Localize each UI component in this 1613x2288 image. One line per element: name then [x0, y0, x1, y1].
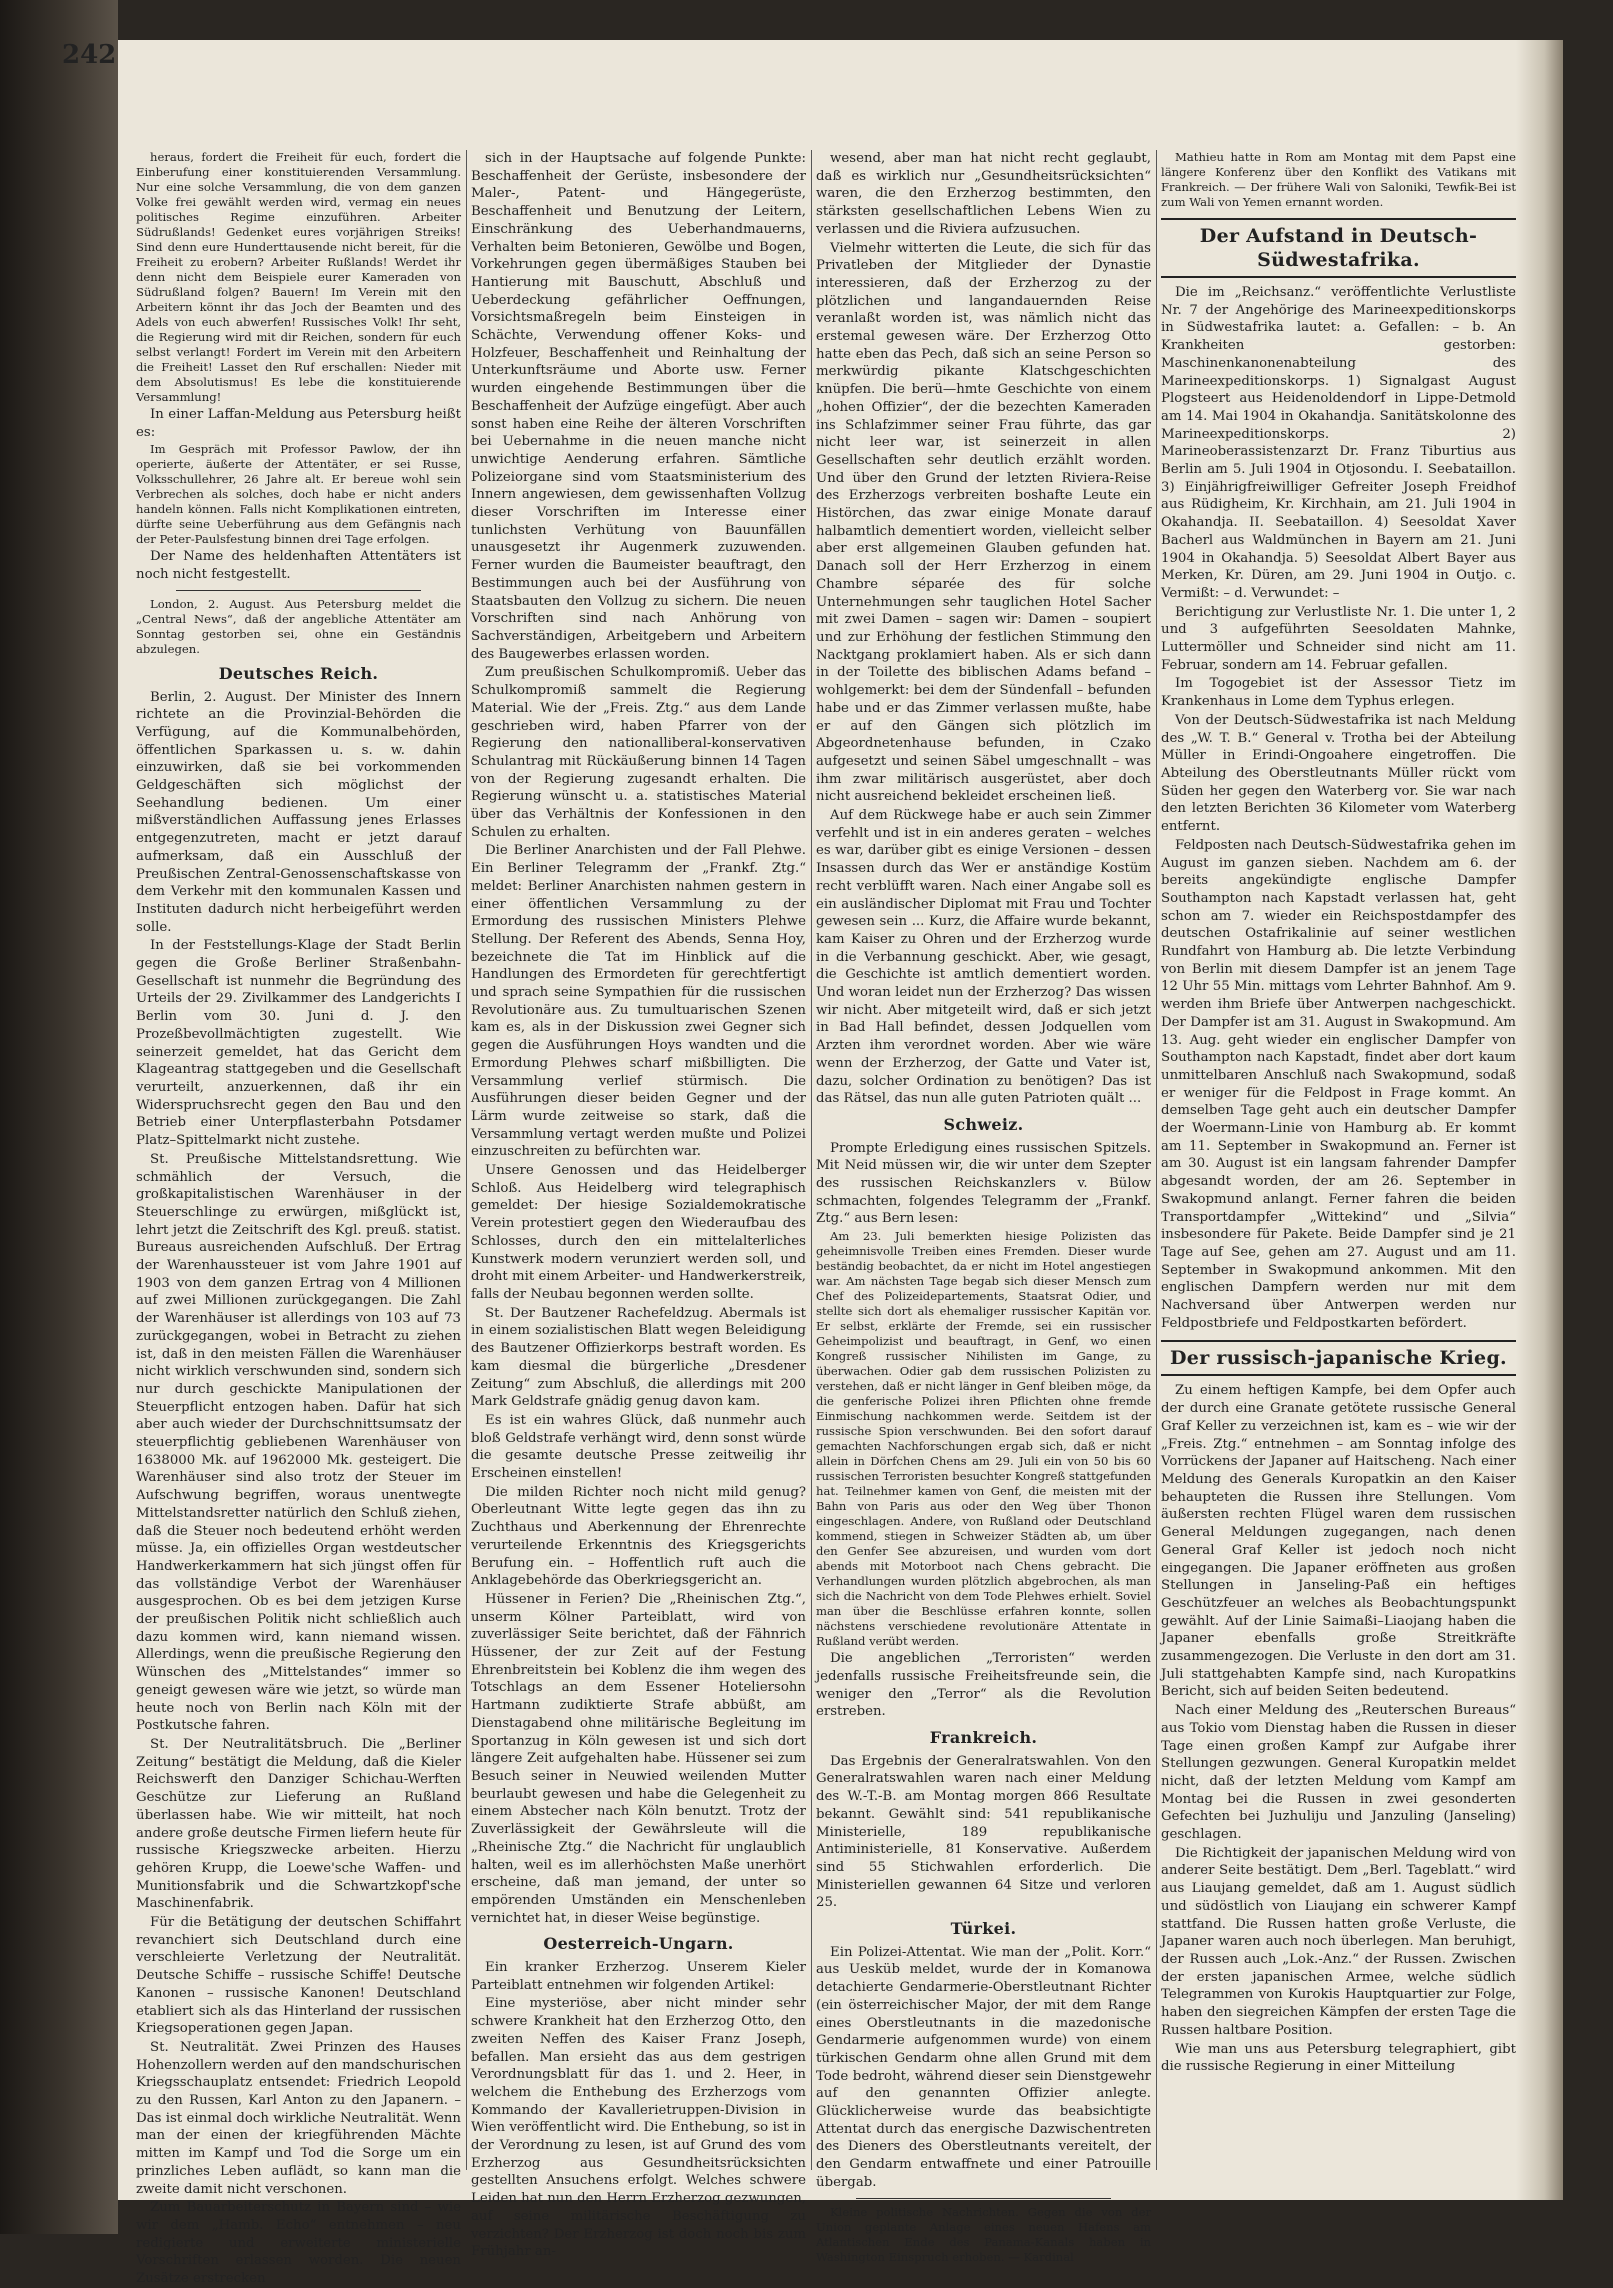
paragraph: Zum Bauarbeiterschutz in Bayern sind – wie wir dem „Hamb. Echo“ entnehmen – neu redigierte und erweiterte ministerielle Vorschriften erlassen worden. Die neuen Zusätze erstrecken: [136, 2200, 461, 2287]
page-fold-shadow: [1516, 40, 1563, 2200]
column-divider: [1156, 150, 1157, 2170]
paragraph: St. Preußische Mittelstandsrettung. Wie schmählich der Versuch, die großkapitalistischen Warenhäuser in der Steuerschlinge zu erwürgen, mißglückt ist, lehrt jetzt die Zeitschrift des Kgl. preuß. statist. Bureaus ausreichenden Aufschluß. Der Ertrag der Warenhaussteuer ist vom Jahre 1901 auf 1903 von dem ganzen Ertrag von 4 Millionen auf zwei Millionen zurückgegangen. Die Zahl der Warenhäuser ist allerdings von 103 auf 73 zurückgegangen, wobei in Betracht zu ziehen ist, daß in den meisten Fällen die Warenhäuser nicht wirklich verschwunden sind, sondern sich nur durch geschickte Manipulationen der Steuerpflicht entzogen haben. Dafür hat sich aber auch wieder der Durchschnittsumsatz der steuerpflichtig gebliebenen Warenhäuser von 1638000 Mk. auf 1962000 Mk. gesteigert. Die Warenhäuser sind also trotz der Steuer im Aufschwung begriffen, woraus unentwegte Mittelstandsretter natürlich den Schluß ziehen, daß die Steuer noch bedeutend erhöht werden müsse. Ja, ein offizielles Organ westdeutscher Handwerkerkammern hat sich jüngst offen für das vollständige Verbot der Warenhäuser ausgesprochen. Ob es bei dem jetzigen Kurse der preußischen Politik nicht schließlich auch dazu kommen wird, kann niemand wissen. Allerdings, wenn die preußische Regierung den Wünschen des „Mittelstandes“ immer so geneigt gewesen wäre wie jetzt, so würde man heute noch von Berlin nach Köln mit der Postkutsche fahren.: [136, 1151, 461, 1734]
paragraph: St. Neutralität. Zwei Prinzen des Hauses Hohenzollern werden auf den mandschurischen Kriegsschauplatz entsendet: Friedrich Leopold zu den Russen, Karl Anton zu den Japanern. – Das ist einmal doch wirkliche Neutralität. Wenn man der einen der kriegführenden Mächte mitten im Kampf und Tod die Sorge um ein prinzliches Leben auflädt, so kann man die zweite damit nicht verschonen.: [136, 2039, 461, 2197]
column-divider: [466, 150, 467, 2170]
paragraph: Im Togogebiet ist der Assessor Tietz im Krankenhaus in Lome dem Typhus erlegen.: [1161, 676, 1516, 710]
column-3: [816, 150, 1151, 2264]
paragraph: sich in der Hauptsache auf folgende Punkte: Beschaffenheit der Gerüste, insbesondere der Maler-, Patent- und Hängegerüste, Beschaffenheit und Benutzung der Leitern, Einschränkung des Ueberhandmauerns, Verhalten beim Betonieren, Gewölbe und Bogen, Vorkehrungen gegen übermäßiges Stauben bei Hantierung mit Bauschutt, Abschluß und Ueberdeckung gefährlicher Oeffnungen, Vorsichtsmaßregeln beim Einsteigen in Schächte, Verwendung offener Koks- und Holzfeuer, Beschaffenheit und Reinhaltung der Unterkunftsräume und Aborte usw. Ferner wurden eingehende Bestimmungen über die Beschaffenheit der Aufzüge eingefügt. Aber auch sonst haben eine Reihe der älteren Vorschriften bei Uebernahme in die neuen manche nicht unwichtige Aenderung erfahren. Sämtliche Polizeiorgane sind vom Staatsministerium des Innern angewiesen, dem gewissenhaften Vollzug dieser Vorschriften im Interesse einer tunlichsten Verhütung von Bauunfällen unausgesetzt ihr Augenmerk zuzuwenden. Ferner wurden die Baumeister beauftragt, den Bestimmungen auch bei der Ausführung von Staatsbauten den Vollzug zu sichern. Die neuen Vorschriften sind nach Anhörung von Sachverständigen, Arbeitgebern und Arbeitern des Baugewerbes erlassen worden.: [471, 151, 806, 662]
section-heading: Frankreich.: [929, 1728, 1038, 1747]
paragraph: Auf dem Rückwege habe er auch sein Zimmer verfehlt und ist in ein anderes geraten – welches es war, darüber gibt es einige Versionen – dessen Insassen durch das Wer er anständige Kostüm recht verblüfft waren. Nach einer Angabe soll es ein ausländischer Diplomat mit Frau und Tochter gewesen sein ... Kurz, die Affaire wurde bekannt, kam Kaiser zu Ohren und der Erzherzog wurde in die Verbannung geschickt. Aber, wie gesagt, die Geschichte ist amtlich dementiert worden. Und woran leidet nun der Erzherzog? Das wissen wir nicht. Aber mitgeteilt wird, daß er sich jetzt in Bad Hall befindet, dessen Jodquellen vom Arzten ihm verordnet worden. Aber wie wäre wenn der Erzherzog, der Gatte und Vater ist, dazu, solcher Ordination zu benötigen? Das ist das Rätsel, das nun alle guten Patrioten quält ...: [816, 808, 1151, 1107]
column-4: [1161, 150, 1516, 2180]
paragraph: Die Berliner Anarchisten und der Fall Plehwe. Ein Berliner Telegramm der „Frankf. Ztg.“ meldet: Berliner Anarchisten nahmen gestern in einer öffentlichen Versammlung zu der Ermordung des russischen Ministers Plehwe Stellung. Der Referent des Abends, Senna Hoy, bezeichnete die Tat im Hinblick auf die Handlungen des Ermordeten für gerechtfertigt und sprach seine Sympathien für die russischen Revolutionäre aus. Zu tumultuarischen Szenen kam es, als in der Diskussion zwei Gegner sich gegen die Ausführungen Hoys wandten und die Ermordung Plehwes scharf mißbilligten. Die Versammlung verlief stürmisch. Die Ausführungen dieser beiden Gegner und der Lärm wurde zeitweise so stark, daß die Versammlung vertagt werden mußte und Polizei einzuschreiten zu befürchten war.: [471, 843, 806, 1160]
paragraph: St. Der Neutralitätsbruch. Die „Berliner Zeitung“ bestätigt die Meldung, daß die Kieler Reichswerft den Danziger Schichau-Werften Geschütze zur Lieferung an Rußland überlassen habe. Wie wir mitteilt, hat noch andere große deutsche Firmen liefern heute für russische Kriegszwecke arbeiten. Hierzu gehören Krupp, die Loewe'sche Waffen- und Munitionsfabrik und die Schwartzkopf'sche Maschinenfabrik.: [136, 1737, 461, 1912]
paragraph: Zum preußischen Schulkompromiß. Ueber das Schulkompromiß sammelt die Regierung Material. Wie der „Freis. Ztg.“ aus dem Lande geschrieben wird, haben Pfarrer von der Regierung den nationalliberal-konservativen Schulantrag mit Rückäußerung binnen 14 Tagen von der Regierung zugesandt erhalten. Die Regierung wünscht u. a. statistisches Material über das Verhältnis der Konfessionen in den Schulen zu erhalten.: [471, 665, 806, 840]
paragraph: Die milden Richter noch nicht mild genug? Oberleutnant Witte legte gegen das ihn zu Zuchthaus und Aberkennung der Ehrenrechte verurteilende Erkenntnis des Kriegsgerichts Berufung ein. – Hoffentlich ruft auch die Anklagebehörde das Oberkriegsgericht an.: [471, 1484, 806, 1589]
paragraph: Von der Deutsch-Südwestafrika ist nach Meldung des „W. T. B.“ General v. Trotha bei der Abteilung Müller in Erindi-Ongoahere eingetroffen. Die Abteilung des Oberstleutnants Müller rückt vom Süden her gegen den Waterberg vor. Sie war nach den letzten Berichten 36 Kilometer vom Waterberg entfernt.: [1161, 712, 1516, 835]
column-2: [471, 150, 806, 2260]
section-heading: Der Aufstand in Deutsch-Südwestafrika.: [1161, 218, 1516, 278]
book-binding-edge: [0, 0, 118, 2234]
section-heading: Deutsches Reich.: [218, 663, 379, 683]
paragraph: Die angeblichen „Terroristen“ werden jedenfalls russische Freiheitsfreunde sein, die weniger den „Terror“ als die Revolution erstreben.: [816, 1651, 1151, 1720]
paragraph: Feldposten nach Deutsch-Südwestafrika gehen im August im ganzen sieben. Nachdem am 6. der bereits angekündigte englische Dampfer Southampton nach Kapstadt verlassen hat, geht schon am 7. wieder ein Reichspostdampfer des deutschen Ostafrikalinie auf seiner westlichen Rundfahrt von Hamburg ab. Die letzte Verbindung von Berlin mit diesem Dampfer ist an jenem Tage 12 Uhr 55 Min. mittags vom Lehrter Bahnhof. Am 9. werden ihm Briefe über Antwerpen nachgeschickt. Der Dampfer ist am 31. August in Swakopmund. Am 13. Aug. geht wieder ein englischer Dampfer von Southampton nach Kapstadt, findet aber dort kaum unmittelbaren Anschluß nach Swakopmund, sodaß er weniger für die Feldpost in Frage kommt. An demselben Tage geht auch ein deutscher Dampfer der Woermann-Linie von Hamburg ab. Er kommt am 11. September in Swakopmund an. Ferner ist am 30. August ist ein langsam fahrender Dampfer abgesandt worden, der am 26. September in Swakopmund anlangt. Ferner fahren die beiden Transportdampfer „Wittekind“ und „Silvia“ insbesondere für Pakete. Beide Dampfer sind je 21 Tage auf See, gehen am 27. August und am 11. September in Swakopmund ankommen. Mit den englischen Dampfern werden nur mit dem Nachversand über Antwerpen werden nur Feldpostbriefe und Feldpostkarten befördert.: [1161, 837, 1516, 1331]
paragraph: Ein Polizei-Attentat. Wie man der „Polit. Korr.“ aus Uesküb meldet, wurde der in Komanowa detachierte Gendarmerie-Oberstleutnant Richter (ein österreichischer Major, der mit dem Range eines Oberstleutnants in die mazedonische Gendarmerie aufgenommen wurde) von einem türkischen Gendarm ohne allen Grund mit dem Tode bedroht, während dieser sein Dienstgewehr auf den genannten Offizier anlegte. Glücklicherweise wurde das beabsichtigte Attentat durch das energische Dazwischentreten des Dieners des Oberstleutnants vereitelt, der den Gendarm entwaffnete und einer Patrouille übergab.: [816, 1944, 1151, 2190]
paragraph: Eine mysteriöse, aber nicht minder sehr schwere Krankheit hat den Erzherzog Otto, den zweiten Neffen des Kaiser Franz Joseph, befallen. Man ersieht das aus dem gestrigen Verordnungsblatt für das 1. und 2. Heer, in welchem die Enthebung des Erzherzogs vom Kommando der Kavallerietruppen-Division in Wien veröffentlicht wird. Die Enthebung, so ist in der Verordnung zu lesen, ist auf Grund des vom Erzherzog aus Gesundheitsrücksichten gestellten Ansuchens erfolgt. Welches schwere Leiden hat nun den Herrn Erzherzog gezwungen, auf seine militärische Beschäftigung zu verzichten? Der Erzherzog ist doch noch bis zum Frühjahr an-: [471, 1996, 806, 2260]
paragraph: Das Ergebnis der Generalratswahlen. Von den Generalratswahlen waren nach einer Meldung des W.-T.-B. am Montag morgen 866 Resultate bekannt. Gewählt sind: 541 republikanische Ministerielle, 189 republikanische Antiministerielle, 81 Konservative. Außerdem sind 55 Stichwahlen erforderlich. Die Ministeriellen gewannen 64 Sitze und verloren 25.: [816, 1753, 1151, 1911]
paragraph: Hüssener in Ferien? Die „Rheinischen Ztg.“, unserm Kölner Parteiblatt, wird von zuverlässiger Seite berichtet, daß der Fähnrich Hüssener, der zur Zeit auf der Festung Ehrenbreitstein bei Koblenz die ihm wegen des Totschlags an dem Essener Hoteliersohn Hartmann zudiktierte Strafe abbüßt, am Dienstagabend ohne militärische Begleitung im Sportanzug in Köln gewesen ist und sich dort längere Zeit aufgehalten habe. Hüssener sei zum Besuch seiner in Neuwied weilenden Mutter beurlaubt gewesen und habe die Gelegenheit zu einem Abstecher nach Köln benutzt. Trotz der Zuverlässigkeit der Gewährsleute will die „Rheinische Ztg.“ die Nachricht für unglaublich halten, weil es im allerhöchsten Maße unerhört erscheine, daß man jemand, der unter so empörenden Umständen ein Menschenleben vernichtet hat, in dieser Weise begünstige.: [471, 1591, 806, 1926]
paragraph: Kleine politische Nachrichten. Gegen die von der Union geplante Anlage eines neuen Hafens am Atlantischen Ende des Panama-Kanals haben in Washington Einspruch erhoben. — Kardinal: [816, 2204, 1151, 2264]
paragraph: St. Der Bautzener Rachefeldzug. Abermals ist in einem sozialistischen Blatt wegen Beleidigung des Bautzener Offizierkorps bestraft worden. Es kam diesmal die bürgerliche „Dresdener Zeitung“ zum Abschluß, die allerdings mit 200 Mark Geldstrafe gnädig genug davon kam.: [471, 1305, 806, 1410]
newspaper-page: [118, 40, 1563, 2287]
paragraph: Wie man uns aus Petersburg telegraphiert, gibt die russische Regierung in einer Mitteilung: [1161, 2041, 1516, 2075]
paragraph: Am 23. Juli bemerkten hiesige Polizisten das geheimnisvolle Treiben eines Fremden. Dieser wurde beständig beobachtet, da er nicht im Hotel angestiegen war. Am nächsten Tage begab sich dieser Mensch zum Chef des Polizeidepartements, Staatsrat Odier, und stellte sich dort als ehemaliger russischer Kapitän vor. Er selbst, erklärte der Fremde, sei ein russischer Geheimpolizist und beauftragt, in Genf, wo einen Kongreß russischer Nihilisten im Gange, zu überwachen. Odier gab dem russischen Polizisten zu verstehen, daß er nicht länger in Genf bleiben möge, da die genferische Polizei ihren Pflichten ohne fremde Einmischung nachkommen werde. Seitdem ist der russische Spion verschwunden. Bei den sofort darauf gemachten Nachforschungen ergab sich, daß er nicht allein in Dörfchen Chens am 29. Juli ein von 50 bis 60 russischen Terroristen besuchter Kongreß stattgefunden hat. Teilnehmer kamen von Genf, die meisten mit der Bahn von Paris aus oder den Weg über Thonon eingeschlagen. Andere, von Rußland oder Deutschland kommend, stiegen in Schweizer Städten ab, um über den Genfer See abzureisen, und wurden vom dort abends mit Motorboot nach Chens gebracht. Die Verhandlungen wurden plötzlich abgebrochen, als man sich die Nachricht von dem Tode Plehwes erhielt. Soviel man über die Beschlüsse erfahren konnte, sollen nächstens verschiedene revolutionäre Attentate in Rußland verübt werden.: [816, 1229, 1151, 1649]
paragraph: Für die Betätigung der deutschen Schiffahrt revanchiert sich Deutschland durch eine verschleierte Verletzung der Neutralität. Deutsche Schiffe – russische Schiffe! Deutsche Kanonen – russische Kanonen! Deutschland etabliert sich als das Hinterland der russischen Kriegsoperationen gegen Japan.: [136, 1915, 461, 2037]
paragraph: London, 2. August. Aus Petersburg meldet die „Central News“, daß der angebliche Attentäter am Sonntag gestorben sei, ohne ein Geständnis abzulegen.: [136, 596, 461, 656]
paragraph: wesend, aber man hat nicht recht geglaubt, daß es wirklich nur „Gesundheitsrücksichten“ waren, die den Erzherzog bestimmten, den stärksten gesellschaftlichen Lebens Wien zu verlassen und die Riviera aufzusuchen.: [816, 151, 1151, 237]
paragraph: Mathieu hatte in Rom am Montag mit dem Papst eine längere Konferenz über den Konflikt des Vatikans mit Frankreich. — Der frühere Wali von Saloniki, Tewfik-Bei ist zum Wali von Yemen ernannt worden.: [1161, 150, 1516, 209]
paragraph: Der Name des heldenhaften Attentäters ist noch nicht festgestellt.: [136, 549, 461, 583]
section-heading: Der russisch-japanische Krieg.: [1161, 1340, 1516, 1376]
paragraph: Zu einem heftigen Kampfe, bei dem Opfer auch der durch eine Granate getötete russische General Graf Keller zu verzeichnen ist, kam es – wie wir der „Freis. Ztg.“ entnehmen – am Sonntag infolge des Vorrückens der Japaner auf Haitscheng. Nach einer Meldung des Generals Kuropatkin an den Kaiser behaupteten die Russen ihre Stellungen. Vom äußersten rechten Flügel waren dem russischen General Meldungen zugegangen, nach denen General Graf Keller ist jedoch noch nicht eingegangen. Die Japaner eröffneten aus großen Stellungen in Janseling-Paß ein heftiges Geschützfeuer an welches als Beobachtungspunkt gewählt. Auf der Linie Saimaßi–Liaojang haben die Japaner ebenfalls große Streitkräfte zusammengezogen. Die Verluste in den dort am 31. Juli stattgehabten Kampfe sind, nach Kuropatkins Bericht, sich auf beiden Seiten bedeutend.: [1161, 1383, 1516, 1700]
column-divider: [811, 150, 812, 2170]
paragraph: In einer Laffan-Meldung aus Petersburg heißt es:: [136, 407, 461, 440]
separator: [856, 2198, 1111, 2199]
separator: [176, 590, 421, 591]
paragraph: Die im „Reichsanz.“ veröffentlichte Verlustliste Nr. 7 der Angehörige des Marineexpeditionskorps in Südwestafrika lautet: a. Gefallen: – b. An Krankheiten gestorben: Maschinenkanonenabteilung des Marineexpeditionskorps. 1) Signalgast August Plogsteert aus Heidenoldendorf in Lippe-Detmold am 14. Mai 1904 in Okahandja. Sanitätskolonne des Marineexpeditionskorps. 2) Marineoberassistenzarzt Dr. Franz Tiburtius aus Berlin am 5. Juli 1904 in Otjosondu. I. Seebataillon. 3) Einjährigfreiwilliger Gefreiter Joseph Freidhof aus Rüdigheim, Kr. Kirchhain, am 21. Juli 1904 in Okahandja. II. Seebataillon. 4) Seesoldat Xaver Bacherl aus Waldmünchen in Bayern am 21. Juni 1904 in Okahandja. 5) Seesoldat Albert Bayer aus Merken, Kr. Düren, am 29. Juni 1904 in Outjo. c. Vermißt: – d. Verwundet: –: [1161, 285, 1516, 601]
paragraph: Die Richtigkeit der japanischen Meldung wird von anderer Seite bestätigt. Dem „Berl. Tageblatt.“ wird aus Liaujang gemeldet, daß am 1. August südlich und südöstlich von Liaujang ein schwerer Kampf stattfand. Die Russen hatten große Verluste, die Japaner waren auch noch überlegen. Man beruhigt, der Russen auch „Lok.-Anz.“ der Russen. Zwischen der ersten japanischen Armee, welche südlich Telegrammen von Kurokis Hauptquartier zur Folge, haben den siegreichen Kämpfen der ersten Tage die Russen haltbare Position.: [1161, 1845, 1516, 2038]
paragraph: Im Gespräch mit Professor Pawlow, der ihn operierte, äußerte der Attentäter, er sei Russe, Volksschullehrer, 26 Jahre alt. Er bereue wohl sein Verbrechen als solches, doch habe er nicht anders handeln können. Falls nicht Komplikationen eintreten, dürfte seine Ueberführung aus dem Gefängnis nach der Peter-Paulsfestung binnen drei Tage erfolgen.: [136, 442, 461, 547]
paragraph: Vielmehr witterten die Leute, die sich für das Privatleben der Mitglieder der Dynastie interessieren, daß der Erzherzog zu der plötzlichen und langandauernden Reise veranlaßt worden ist, was nämlich nicht das erstemal gewesen wäre. Der Erzherzog Otto hatte eben das Pech, daß sich an seine Person so merkwürdig pikante Klatschgeschichten knüpfen. Die berü—hmte Geschichte von einem „hohen Offizier“, der die bezechten Kameraden ins Schlafzimmer seiner Frau führte, das gar nicht leer war, ist seinerzeit in allen Gesellschaften sehr deutlich erzählt worden. Und über den Grund der letzten Riviera-Reise des Erzherzogs verbreiten boshafte Leute ein Histörchen, das zwar einige Monate darauf halbamtlich dementiert worden, vielleicht selber aber erst allgemeinen Glauben gefunden hat. Danach soll der Herr Erzherzog in einem Chambre séparée des für solche Unternehmungen sehr tauglichen Hotel Sacher mit zwei Damen – sagen wir: Damen – soupiert und zur Erhöhung der festlichen Stimmung den Nacktgang proklamiert haben. Als er sich dann in der Toilette des biblischen Adams befand – wohlgemerkt: bei dem der Sündenfall – befunden habe und er das Zimmer verlassen mußte, habe er auf den Gängen sich plötzlich im Abgeordnetenhause befunden, in Czako aufgesetzt und seinen Säbel umgeschnallt – was ihm zwar militärisch ausgerüstet, aber doch nicht ausreichend bekleidet erscheinen ließ.: [816, 240, 1151, 805]
paragraph: Es ist ein wahres Glück, daß nunmehr auch bloß Geldstrafe verhängt wird, denn sonst würde die gesamte deutsche Presse zeitweilig ihr Erscheinen einstellen!: [471, 1412, 806, 1482]
paragraph: In der Feststellungs-Klage der Stadt Berlin gegen die Große Berliner Straßenbahn-Gesellschaft ist nunmehr die Begründung des Urteils der 29. Zivilkammer des Landgerichts I Berlin vom 30. Juni d. J. den Prozeßbevollmächtigten zugestellt. Wie seinerzeit gemeldet, hat das Gericht dem Klageantrag stattgegeben und die Gesellschaft verurteilt, anzuerkennen, daß ihr ein Widerspruchsrecht gegen den Bau und den Betrieb einer Unterpflasterbahn Potsdamer Platz–Spittelmarkt nicht zustehe.: [136, 938, 461, 1149]
page-number: 242: [62, 40, 117, 70]
column-1: [136, 150, 461, 2287]
paragraph: Berlin, 2. August. Der Minister des Innern richtete an die Provinzial-Behörden die Verfügung, auf die Kommunalbehörden, öffentlichen Sparkassen u. s. w. dahin einzuwirken, daß sie bei vorkommenden Geldgeschäften sich möglichst der Seehandlung bedienen. Um einer mißverständlichen Auffassung jenes Erlasses entgegenzutreten, macht er jetzt darauf aufmerksam, daß ein Ausschluß der Preußischen Zentral-Genossenschaftskasse von dem Verkehr mit den kommunalen Kassen und Instituten dadurch nicht herbeigeführt werden solle.: [136, 689, 461, 935]
paragraph: Prompte Erledigung eines russischen Spitzels. Mit Neid müssen wir, die wir unter dem Szepter des russischen Reichskanzlers v. Bülow schmachten, folgendes Telegramm der „Frankf. Ztg.“ aus Bern lesen:: [816, 1140, 1151, 1227]
paragraph: heraus, fordert die Freiheit für euch, fordert die Einberufung einer konstituierenden Versammlung. Nur eine solche Versammlung, die von dem ganzen Volke frei gewählt werden wird, vermag ein neues politisches Regime einzuführen. Arbeiter Südrußlands! Gedenket eures vorjährigen Streiks! Sind denn eure Hunderttausende nicht bereit, für die Freiheit zu erobern? Arbeiter Rußlands! Werdet ihr denn nicht dem Beispiele eurer Kameraden von Südrußland folgen? Bauern! Im Verein mit den Arbeitern könnt ihr das Joch der Beamten und des Adels von euch abwerfen! Russisches Volk! Ihr seht, die Regierung wird mit dir Reichen, sondern für euch selbst verlangt! Fordert im Verein mit den Arbeitern die Freiheit! Lasset den Ruf erschallen: Nieder mit dem Absolutismus! Es lebe die konstituierende Versammlung!: [136, 150, 461, 404]
paragraph: Ein kranker Erzherzog. Unserem Kieler Parteiblatt entnehmen wir folgenden Artikel:: [471, 1960, 806, 1993]
section-heading: Oesterreich-Ungarn.: [543, 1934, 734, 1954]
paragraph: Berichtigung zur Verlustliste Nr. 1. Die unter 1, 2 und 3 aufgeführten Seesoldaten Mahnke, Luttermöller und Schneider sind nicht am 11. Februar, sondern am 14. Februar gefallen.: [1161, 604, 1516, 673]
paragraph: Nach einer Meldung des „Reuterschen Bureaus“ aus Tokio vom Dienstag haben die Russen in dieser Tage einen großen Kampf zur Aufgabe ihrer Stellungen gezwungen. General Kuropatkin meldet nicht, daß der letzten Meldung vom Kampf am Montag bei die Russen in zwei gesonderten Gefechten bei Juzhuliju und Janzuling (Janseling) geschlagen.: [1161, 1703, 1516, 1843]
section-heading: Türkei.: [950, 1919, 1017, 1939]
section-heading: Schweiz.: [943, 1114, 1024, 1134]
paragraph: Unsere Genossen und das Heidelberger Schloß. Aus Heidelberg wird telegraphisch gemeldet: Der hiesige Sozialdemokratische Verein protestiert gegen den Wiederaufbau des Schlosses, durch den ein mittelalterliches Kunstwerk modern verunziert werden soll, und droht mit einem Arbeiter- und Handwerkerstreik, falls der Neubau begonnen werden sollte.: [471, 1163, 806, 1302]
